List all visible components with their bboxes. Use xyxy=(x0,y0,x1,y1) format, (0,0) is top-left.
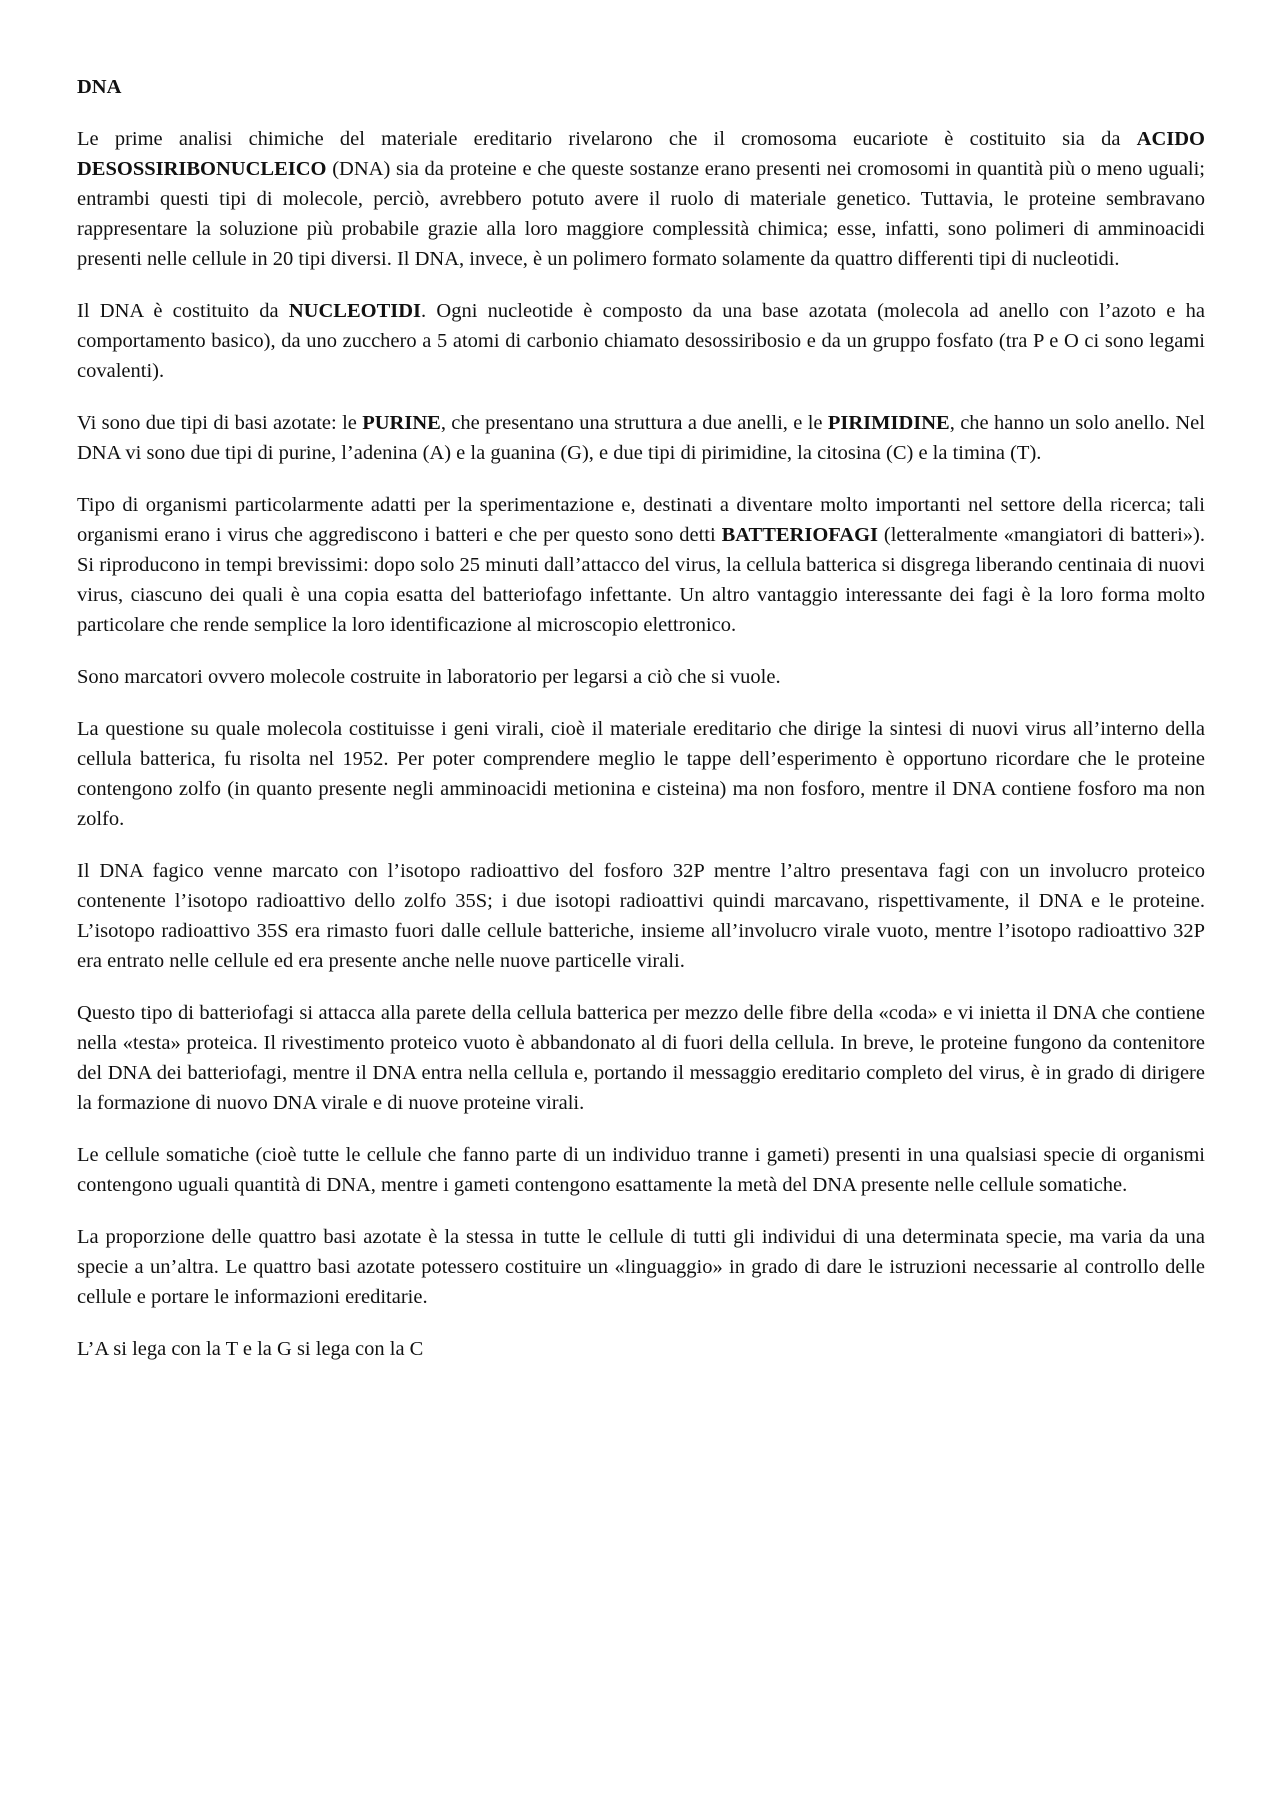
paragraph-text: (DNA) sia da proteine e che queste sostanze erano presenti nei cromosomi in quantità più o meno uguali; entrambi questi tipi di molecole, perciò, avrebbero potuto avere il ruolo di materiale genetico. Tuttavia, le proteine sembravano rappresentare la soluzione più probabile grazie alla loro maggiore complessità chimica; esse, infatti, sono polimeri di amminoacidi presenti nelle cellule in 20 tipi diversi. Il DNA, invece, è un polimero formato solamente da quattro differenti tipi di nucleotidi. xyxy=(77,158,1205,270)
paragraph-text: Le cellule somatiche (cioè tutte le cellule che fanno parte di un individuo tranne i gameti) presenti in una qualsiasi specie di organismi contengono uguali quantità di DNA, mentre i gameti contengono esattamente la metà del DNA presente nelle cellule somatiche. xyxy=(77,1144,1205,1196)
paragraph-text: Vi sono due tipi di basi azotate: le xyxy=(77,412,363,434)
paragraph-text: (letteralmente «mangiatori di batteri»). Si riproducono in tempi brevissimi: dopo solo 25 minuti dall’attacco del virus, la cellula batterica si disgrega liberando centinaia di nuovi virus, ciascuno dei quali è una copia esatta del batteriofago infettante. Un altro vantaggio interessante dei fagi è la loro forma molto particolare che rende semplice la loro identificazione al microscopio elettronico. xyxy=(77,524,1205,636)
bold-term-pirimidine: PIRIMIDINE xyxy=(827,412,950,434)
paragraph-dna-composition xyxy=(77,124,1205,274)
bold-term-batteriofagi: BATTERIOFAGI xyxy=(721,524,879,546)
bold-term-purine: PURINE xyxy=(362,412,441,434)
paragraph-basi-azotate xyxy=(77,408,1205,468)
paragraph-text: Sono marcatori ovvero molecole costruite in laboratorio per legarsi a ciò che si vuole. xyxy=(77,666,781,688)
paragraph-text: . Ogni nucleotide è composto da una base azotata (molecola ad anello con l’azoto e ha comportamento basico), da uno zucchero a 5 atomi di carbonio chiamato desossiribosio e da un gruppo fosfato (tra P e O ci sono legami covalenti). xyxy=(77,300,1205,382)
paragraph-isotopi xyxy=(77,856,1205,976)
paragraph-appaiamento-basi xyxy=(77,1334,1205,1364)
paragraph-proporzione-basi xyxy=(77,1222,1205,1312)
paragraph-text: Tipo di organismi particolarmente adatti per la sperimentazione e, destinati a diventare molto importanti nel settore della ricerca; tali organismi erano i virus che aggrediscono i batteri e che per questo sono detti xyxy=(77,494,1205,546)
bold-term-acido-desossiribonucleico: ACIDO DESOSSIRIBONUCLEICO xyxy=(77,128,1205,180)
paragraph-batteriofagi xyxy=(77,490,1205,640)
paragraph-nucleotidi xyxy=(77,296,1205,386)
paragraph-text: Questo tipo di batteriofagi si attacca alla parete della cellula batterica per mezzo delle fibre della «coda» e vi inietta il DNA che contiene nella «testa» proteica. Il rivestimento proteico vuoto è abbandonato al di fuori della cellula. In breve, le proteine fungono da contenitore del DNA dei batteriofagi, mentre il DNA entra nella cellula e, portando il messaggio ereditario completo del virus, è in grado di dirigere la formazione di nuovo DNA virale e di nuove proteine virali. xyxy=(77,1002,1205,1114)
paragraph-text: , che hanno un solo anello. Nel DNA vi sono due tipi di purine, l’adenina (A) e la guanina (G), e due tipi di pirimidine, la citosina (C) e la timina (T). xyxy=(77,412,1205,464)
paragraph-marcatori xyxy=(77,662,1205,692)
document-title: DNA xyxy=(77,76,122,98)
paragraph-text: Il DNA è costituito da xyxy=(77,300,289,322)
paragraph-infezione xyxy=(77,998,1205,1118)
paragraph-geni-virali xyxy=(77,714,1205,834)
bold-term-nucleotidi: NUCLEOTIDI xyxy=(288,300,421,322)
paragraph-text: Il DNA fagico venne marcato con l’isotopo radioattivo del fosforo 32P mentre l’altro presentava fagi con un involucro proteico contenente l’isotopo radioattivo dello zolfo 35S; i due isotopi radioattivi quindi marcavano, rispettivamente, il DNA e le proteine. L’isotopo radioattivo 35S era rimasto fuori dalle cellule batteriche, insieme all’involucro virale vuoto, mentre l’isotopo radioattivo 32P era entrato nelle cellule ed era presente anche nelle nuove particelle virali. xyxy=(77,860,1205,972)
document-page xyxy=(77,72,1205,1386)
paragraph-text: L’A si lega con la T e la G si lega con la C xyxy=(77,1338,424,1360)
paragraph-text: , che presentano una struttura a due anelli, e le xyxy=(440,412,828,434)
paragraph-cellule-somatiche xyxy=(77,1140,1205,1200)
paragraph-text: Le prime analisi chimiche del materiale ereditario rivelarono che il cromosoma eucariote è costituito sia da xyxy=(77,128,1137,150)
paragraph-text: La questione su quale molecola costituisse i geni virali, cioè il materiale ereditario che dirige la sintesi di nuovi virus all’interno della cellula batterica, fu risolta nel 1952. Per poter comprendere meglio le tappe dell’esperimento è opportuno ricordare che le proteine contengono zolfo (in quanto presente negli amminoacidi metionina e cisteina) ma non fosforo, mentre il DNA contiene fosforo ma non zolfo. xyxy=(77,718,1205,830)
paragraph-text: La proporzione delle quattro basi azotate è la stessa in tutte le cellule di tutti gli individui di una determinata specie, ma varia da una specie a un’altra. Le quattro basi azotate potessero costituire un «linguaggio» in grado di dare le istruzioni necessarie al controllo delle cellule e portare le informazioni ereditarie. xyxy=(77,1226,1205,1308)
